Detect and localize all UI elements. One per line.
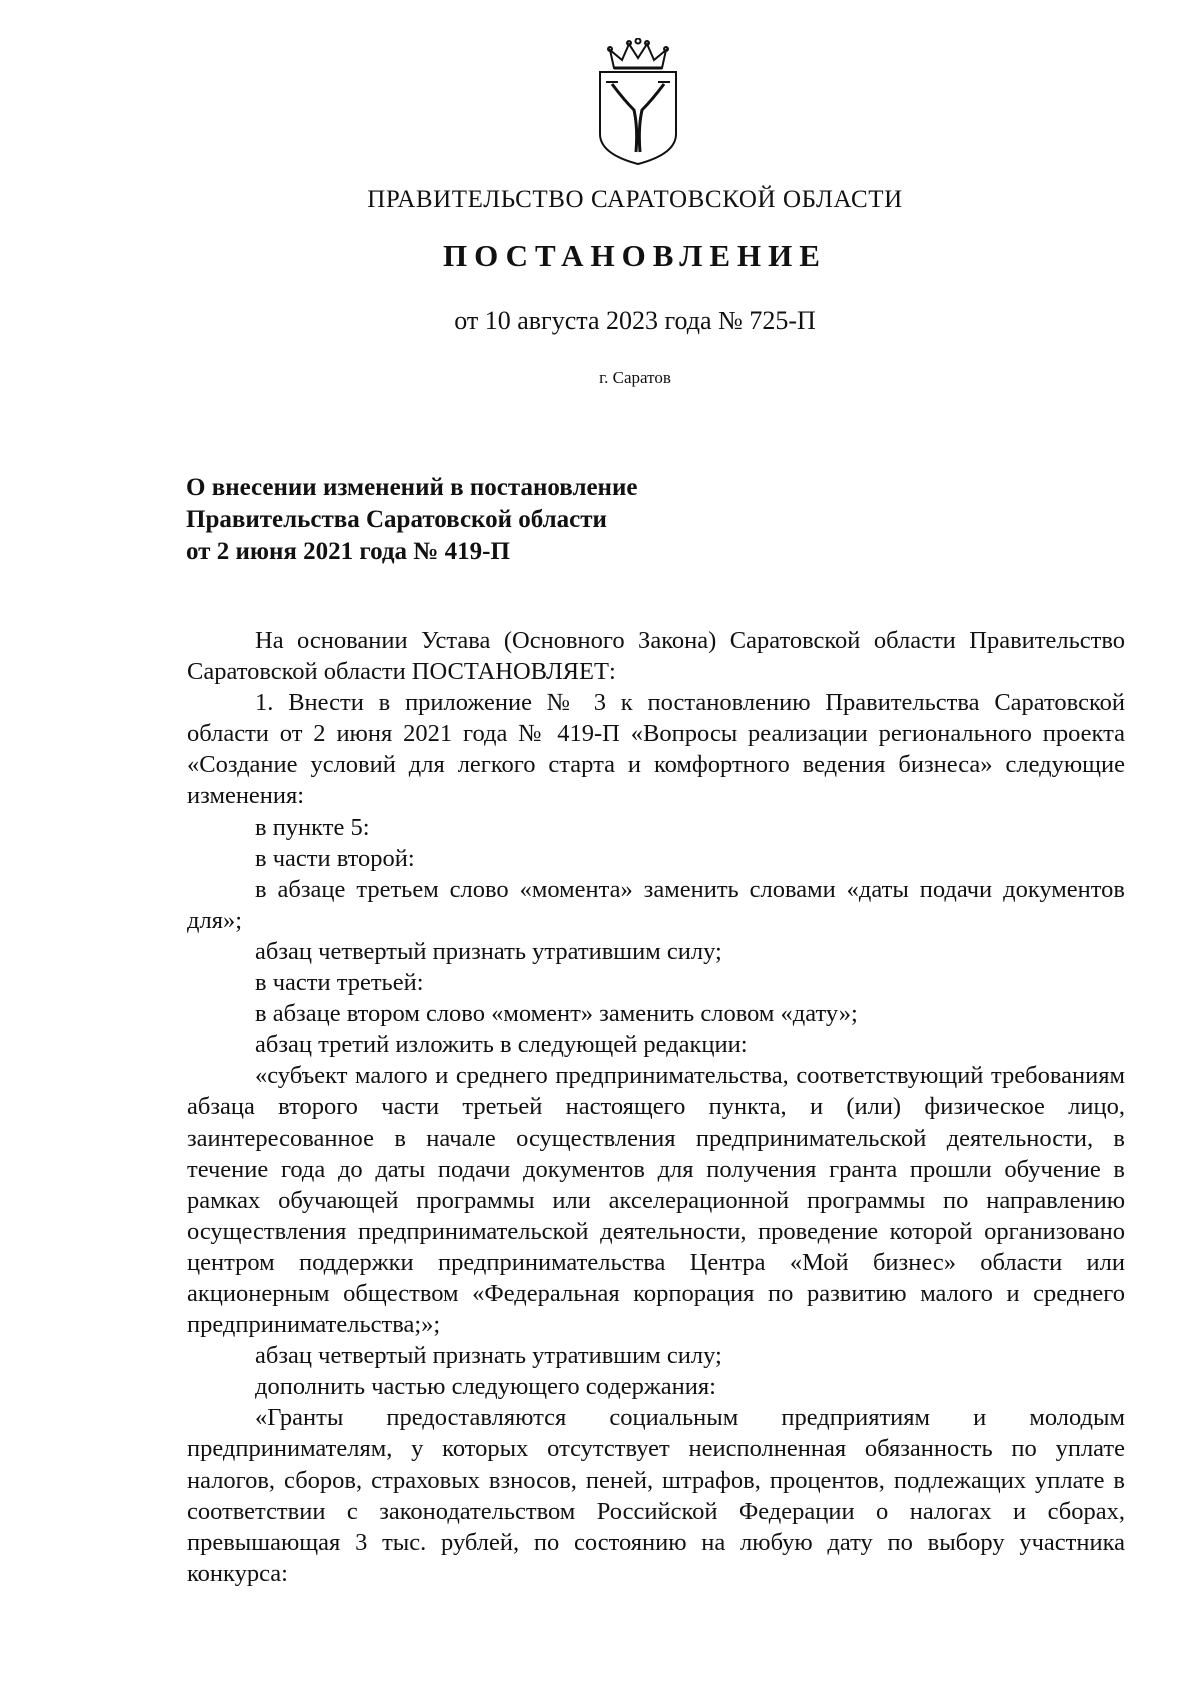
body-paragraph: в абзаце третьем слово «момента» заменить словами «даты подачи документов для»;: [187, 875, 1125, 934]
body-paragraph: На основании Устава (Основного Закона) Саратовской области Правительство Саратовской области ПОСТАНОВЛЯЕТ:: [187, 627, 1125, 686]
document-title: [186, 472, 637, 568]
saratov-coat-of-arms-icon: [592, 38, 684, 168]
body-paragraph: в части третьей:: [255, 969, 424, 997]
title-line: от 2 июня 2021 года № 419-П: [186, 538, 510, 565]
document-city: г. Саратов: [599, 368, 671, 387]
title-line: Правительства Саратовской области: [186, 506, 607, 533]
document-type: ПОСТАНОВЛЕНИЕ: [443, 238, 827, 273]
title-line: О внесении изменений в постановление: [186, 474, 638, 501]
document-date-number: от 10 августа 2023 года № 725-П: [454, 306, 816, 335]
document-body: [187, 625, 1125, 1589]
body-paragraph: «субъект малого и среднего предпринимательства, соответствующий требованиям абзаца второго части третьей настоящего пункта, и (или) физическое лицо, заинтересованное в начале осуществления предпринимательской деятельности, в течение года до даты подачи документов для получения гранта прошли обучение в рамках обучающей программы или акселерационной программы по направлению осуществления предпринимательской деятельности, проведение которой организовано центром поддержки предпринимательства Центра «Мой бизнес» области или акционерным обществом «Федеральная корпорация по развитию малого и среднего предпринимательства;»;: [187, 1062, 1125, 1339]
body-paragraph: абзац третий изложить в следующей редакции:: [255, 1031, 748, 1059]
body-paragraph: в абзаце втором слово «момент» заменить словом «дату»;: [255, 1000, 858, 1028]
government-name: ПРАВИТЕЛЬСТВО САРАТОВСКОЙ ОБЛАСТИ: [367, 186, 903, 213]
body-paragraph: в пункте 5:: [255, 813, 370, 841]
body-paragraph: дополнить частью следующего содержания:: [255, 1373, 716, 1401]
body-paragraph: абзац четвертый признать утратившим силу;: [255, 937, 722, 965]
body-paragraph: абзац четвертый признать утратившим силу;: [255, 1342, 722, 1370]
body-paragraph: в части второй:: [255, 844, 415, 872]
body-paragraph: 1. Внести в приложение № 3 к постановлению Правительства Саратовской области от 2 июня 2021 года № 419-П «Вопросы реализации регионального проекта «Создание условий для легкого старта и комфортного ведения бизнеса» следующие изменения:: [187, 689, 1125, 810]
body-paragraph: «Гранты предоставляются социальным предприятиям и молодым предпринимателям, у которых отсутствует неисполненная обязанность по уплате налогов, сборов, страховых взносов, пеней, штрафов, процентов, подлежащих уплате в соответствии с законодательством Российской Федерации о налогах и сборах, превышающая 3 тыс. рублей, по состоянию на любую дату по выбору участника конкурса:: [187, 1404, 1125, 1587]
